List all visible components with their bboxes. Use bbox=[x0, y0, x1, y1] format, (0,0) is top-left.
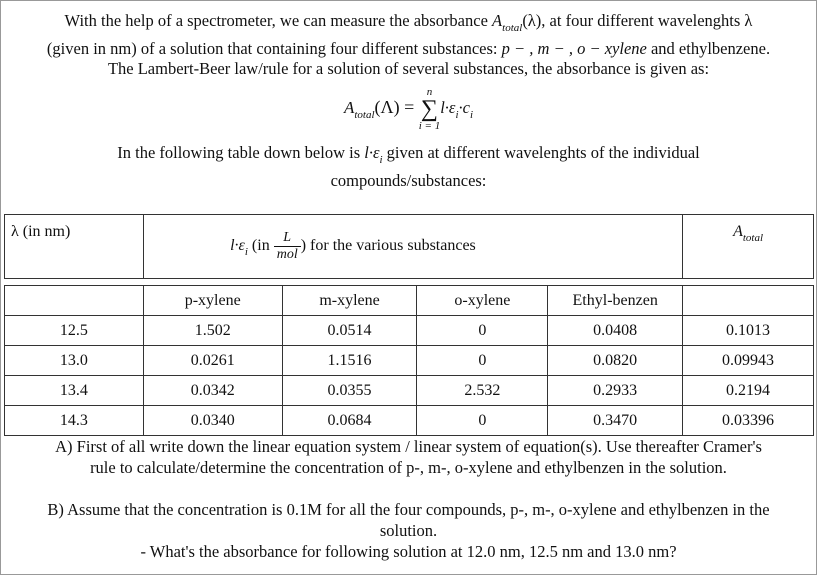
table-cell: 0.03396 bbox=[683, 406, 814, 436]
table-cell: 2.532 bbox=[417, 376, 548, 406]
column-header: p-xylene bbox=[143, 286, 282, 316]
table-cell: 12.5 bbox=[5, 316, 144, 346]
table-cell: 1.1516 bbox=[282, 346, 417, 376]
formula-rhs-sub: i bbox=[455, 108, 459, 121]
lambert-beer-formula bbox=[0, 86, 817, 138]
table-cell: 14.3 bbox=[5, 406, 144, 436]
unit-fraction bbox=[274, 230, 301, 263]
header-unit-close: ) for the various substances bbox=[300, 237, 476, 255]
header-total-symbol: A bbox=[733, 223, 743, 240]
formula-lhs: A bbox=[343, 97, 355, 117]
table-cell: 13.4 bbox=[5, 376, 144, 406]
sum-upper: n bbox=[426, 86, 433, 98]
header-lambda: λ (in nm) bbox=[5, 215, 144, 279]
question-b-line-2: solution. bbox=[379, 521, 438, 540]
question-a-line-1: A) First of all write down the linear equation system / linear system of equation(s). Use thereafter Cramer's bbox=[55, 437, 762, 456]
column-header: Ethyl-benzen bbox=[548, 286, 683, 316]
column-header: m-xylene bbox=[282, 286, 417, 316]
question-b-line-1: B) Assume that the concentration is 0.1M for all the four compounds, p-, m-, o-xylene and ethylbenzen in the bbox=[47, 500, 770, 519]
table-row bbox=[5, 346, 814, 376]
table-cell: 0.0514 bbox=[282, 316, 417, 346]
table-cell: 0.3470 bbox=[548, 406, 683, 436]
header-epsilon-sub: i bbox=[244, 246, 248, 259]
fraction-numerator: L bbox=[274, 230, 301, 247]
table-spacer bbox=[5, 279, 814, 286]
table-header-row bbox=[5, 215, 814, 279]
intro-line-4 bbox=[0, 143, 817, 165]
column-header bbox=[683, 286, 814, 316]
table-cell: 13.0 bbox=[5, 346, 144, 376]
question-b-line-3: - What's the absorbance for following solution at 12.0 nm, 12.5 nm and 13.0 nm? bbox=[140, 542, 677, 561]
table-cell: 0.0261 bbox=[143, 346, 282, 376]
sum-lower: i = 1 bbox=[418, 120, 441, 132]
header-total bbox=[683, 215, 814, 279]
sigma-icon: ∑ bbox=[420, 96, 439, 122]
table-cell: 0.2194 bbox=[683, 376, 814, 406]
absorbance-table bbox=[4, 214, 814, 436]
sum-symbol bbox=[419, 86, 440, 132]
intro-text-cont: (λ), at four different wavelenghts λ bbox=[522, 11, 753, 30]
table-row bbox=[5, 406, 814, 436]
table-cell: 0.0355 bbox=[282, 376, 417, 406]
absorbance-subscript: total bbox=[502, 22, 523, 34]
intro-text-cont: and ethylbenzene. bbox=[646, 39, 771, 58]
table-cell: 0.2933 bbox=[548, 376, 683, 406]
column-header: o-xylene bbox=[417, 286, 548, 316]
intro-text: (given in nm) of a solution that containing four different substances: bbox=[46, 39, 502, 58]
table-cell: 0 bbox=[417, 316, 548, 346]
formula-lhs-arg: (Λ) = bbox=[374, 96, 419, 117]
table-cell: 0 bbox=[417, 346, 548, 376]
formula-rhs: l·ε bbox=[440, 97, 456, 117]
header-epsilon: l·ε bbox=[230, 237, 245, 255]
fraction-denominator: mol bbox=[276, 247, 298, 262]
spacer-cell bbox=[5, 279, 814, 286]
intro-line-1 bbox=[0, 11, 817, 33]
formula-lhs-sub: total bbox=[354, 108, 375, 121]
intro-line-3: The Lambert-Beer law/rule for a solution of several substances, the absorbance is given as: bbox=[107, 59, 710, 78]
table-cell: 0.0340 bbox=[143, 406, 282, 436]
xylene-math: p − , m − , o − xylene bbox=[501, 39, 647, 58]
formula-rhs-c: ·c bbox=[458, 97, 470, 117]
header-total-sub: total bbox=[742, 232, 764, 244]
formula-rhs-sub2: i bbox=[469, 108, 474, 121]
column-header-row bbox=[5, 286, 814, 316]
table-row bbox=[5, 316, 814, 346]
table-cell: 0.0408 bbox=[548, 316, 683, 346]
header-unit-open: (in bbox=[247, 237, 274, 255]
table-cell: 0.09943 bbox=[683, 346, 814, 376]
table-cell: 1.502 bbox=[143, 316, 282, 346]
table-cell: 0.0684 bbox=[282, 406, 417, 436]
epsilon-symbol: l·ε bbox=[364, 143, 380, 162]
intro-line-2 bbox=[0, 39, 817, 59]
table-cell: 0.1013 bbox=[683, 316, 814, 346]
intro-text: In the following table down below is bbox=[117, 143, 365, 162]
table-cell: 0 bbox=[417, 406, 548, 436]
epsilon-sub: i bbox=[379, 154, 383, 166]
table-row bbox=[5, 376, 814, 406]
intro-line-5: compounds/substances: bbox=[330, 171, 487, 190]
table-cell: 0.0342 bbox=[143, 376, 282, 406]
absorbance-symbol: A bbox=[492, 11, 503, 30]
intro-text: With the help of a spectrometer, we can measure the absorbance bbox=[64, 11, 493, 30]
column-header bbox=[5, 286, 144, 316]
header-coefficients bbox=[143, 215, 682, 279]
intro-text-cont: given at different wavelenghts of the individual bbox=[382, 143, 700, 162]
question-a-line-2: rule to calculate/determine the concentration of p-, m-, o-xylene and ethylbenzen in the solution. bbox=[90, 458, 727, 477]
table-cell: 0.0820 bbox=[548, 346, 683, 376]
